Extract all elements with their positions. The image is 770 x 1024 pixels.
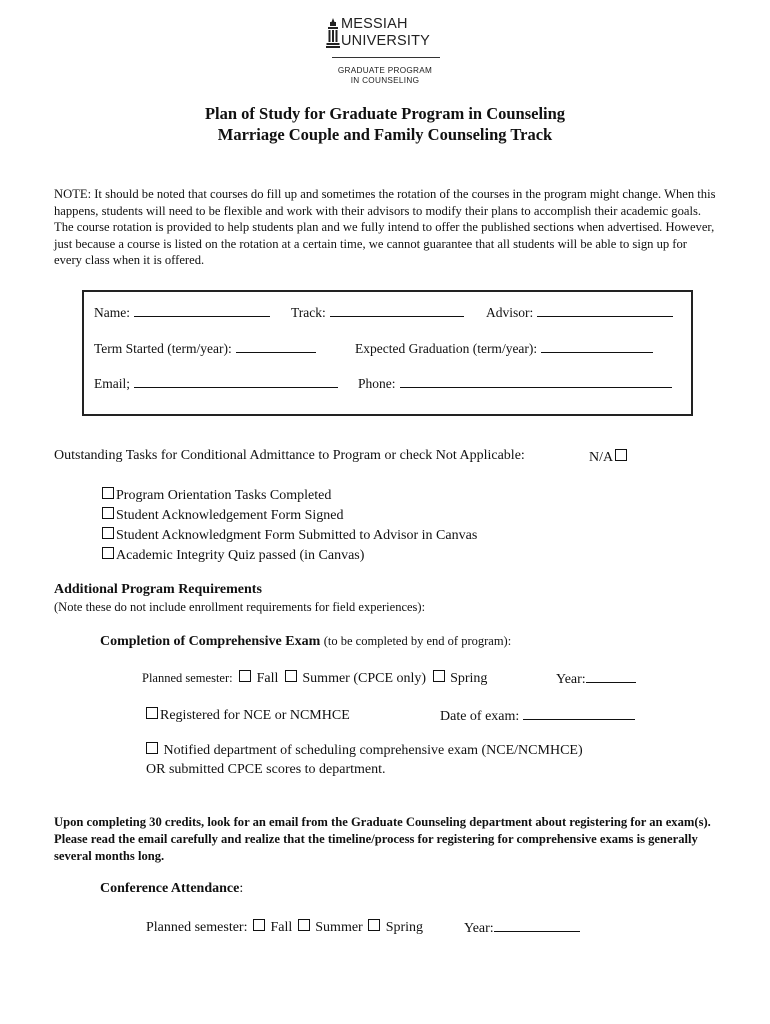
additional-requirements-note: (Note these do not include enrollment requirements for field experiences):	[54, 600, 426, 614]
track-blank[interactable]	[330, 304, 464, 317]
task-item-integrity-quiz[interactable]	[102, 547, 364, 563]
task-checkbox[interactable]	[102, 547, 114, 559]
conference-spring-checkbox[interactable]	[368, 919, 380, 931]
task-label: Student Acknowledgment Form Submitted to Advisor in Canvas	[116, 528, 478, 543]
exam-year-field[interactable]	[556, 670, 636, 687]
conference-planned-semester-row	[146, 919, 423, 935]
na-checkbox[interactable]	[615, 449, 627, 461]
advisor-label: Advisor:	[486, 305, 534, 320]
conference-fall-label: Fall	[270, 920, 293, 935]
task-checkbox[interactable]	[102, 527, 114, 539]
task-label: Student Acknowledgement Form Signed	[116, 508, 344, 523]
logo-subtitle-1: GRADUATE PROGRAM	[337, 66, 433, 75]
comprehensive-exam-note: (to be completed by end of program):	[323, 634, 512, 648]
logo-line-university: UNIVERSITY	[341, 33, 431, 49]
registration-info-paragraph	[54, 814, 716, 865]
comprehensive-exam-heading: Completion of Comprehensive Exam	[100, 634, 321, 649]
logo-divider	[332, 57, 440, 58]
expected-graduation-label: Expected Graduation (term/year):	[355, 341, 538, 356]
note-paragraph	[54, 186, 716, 269]
registration-info-text: Upon completing 30 credits, look for an email from the Graduate Counseling department about registering for an exam(s). Please read the email carefully and realize that the timeline/process for registering for comprehensive exams is generally several months long.	[54, 815, 711, 863]
exam-fall-label: Fall	[256, 671, 279, 686]
outstanding-tasks-label: Outstanding Tasks for Conditional Admittance to Program or check Not Applicable:	[54, 448, 525, 463]
phone-label: Phone:	[358, 376, 396, 391]
notified-checkbox[interactable]	[146, 742, 158, 754]
exam-summer-label: Summer (CPCE only)	[302, 671, 427, 686]
track-field[interactable]	[291, 304, 464, 320]
conference-year-field[interactable]	[464, 919, 580, 936]
email-field[interactable]	[94, 375, 338, 391]
tower-crest-icon	[326, 18, 340, 48]
expected-graduation-blank[interactable]	[541, 340, 653, 353]
advisor-field[interactable]	[486, 304, 673, 320]
registered-option[interactable]	[146, 707, 350, 723]
registered-label: Registered for NCE or NCMHCE	[160, 708, 350, 723]
conference-spring-label: Spring	[385, 920, 424, 935]
term-started-label: Term Started (term/year):	[94, 341, 232, 356]
conference-heading-colon: :	[239, 881, 244, 896]
page-title-line-2: Marriage Couple and Family Counseling Track	[217, 125, 553, 144]
exam-summer-checkbox[interactable]	[285, 670, 297, 682]
conference-heading-row	[100, 882, 243, 896]
track-label: Track:	[291, 305, 326, 320]
conference-year-blank[interactable]	[494, 919, 580, 932]
conference-year-label: Year:	[464, 921, 494, 936]
logo-subtitle-2: IN COUNSELING	[350, 76, 420, 85]
comprehensive-exam-heading-row	[100, 635, 511, 649]
task-item-acknowledgment-submitted[interactable]	[102, 527, 477, 543]
notified-label-line-1: Notified department of scheduling comprehensive exam (NCE/NCMHCE)	[163, 743, 583, 758]
task-label: Program Orientation Tasks Completed	[116, 488, 332, 503]
na-label: N/A	[589, 450, 614, 465]
task-item-orientation[interactable]	[102, 487, 331, 503]
task-checkbox[interactable]	[102, 487, 114, 499]
conference-summer-label: Summer	[315, 920, 363, 935]
advisor-blank[interactable]	[537, 304, 673, 317]
task-checkbox[interactable]	[102, 507, 114, 519]
registered-checkbox[interactable]	[146, 707, 158, 719]
phone-field[interactable]	[358, 375, 672, 391]
task-label: Academic Integrity Quiz passed (in Canvas)	[116, 548, 365, 563]
exam-date-field[interactable]	[440, 707, 635, 724]
task-item-acknowledgement-signed[interactable]	[102, 507, 343, 523]
email-label: Email;	[94, 376, 130, 391]
name-label: Name:	[94, 305, 130, 320]
notified-option[interactable]	[146, 742, 583, 758]
phone-blank[interactable]	[400, 375, 672, 388]
additional-requirements-heading: Additional Program Requirements	[54, 582, 262, 597]
exam-spring-checkbox[interactable]	[433, 670, 445, 682]
note-text: NOTE: It should be noted that courses do fill up and sometimes the rotation of the courses in the program might change. When this happens, students will need to be flexible and work with their advisors to modify their plans to accomplish their academic goals. The course rotation is provided to help students plan and we fully intend to offer the published sections when advertised. However, just because a course is listed on the rotation at a certain time, we cannot guarantee that all students will be able to sign up for every class when it is offered.	[54, 187, 716, 267]
conference-fall-checkbox[interactable]	[253, 919, 265, 931]
email-blank[interactable]	[134, 375, 338, 388]
exam-spring-label: Spring	[450, 671, 488, 686]
logo-line-messiah: MESSIAH	[341, 16, 408, 32]
conference-summer-checkbox[interactable]	[298, 919, 310, 931]
exam-date-label: Date of exam:	[440, 709, 520, 724]
exam-year-label: Year:	[556, 672, 586, 687]
expected-graduation-field[interactable]	[355, 340, 653, 356]
exam-year-blank[interactable]	[586, 670, 636, 683]
exam-date-blank[interactable]	[523, 707, 635, 720]
na-option[interactable]	[589, 449, 629, 465]
conference-heading: Conference Attendance	[100, 881, 240, 896]
exam-planned-semester-label: Planned semester:	[142, 671, 233, 685]
university-logo	[326, 16, 444, 88]
conference-planned-semester-label: Planned semester:	[146, 920, 248, 935]
page-title-line-1: Plan of Study for Graduate Program in Counseling	[204, 104, 566, 123]
exam-planned-semester-row	[142, 670, 487, 686]
name-field[interactable]	[94, 304, 270, 320]
term-started-blank[interactable]	[236, 340, 316, 353]
exam-fall-checkbox[interactable]	[239, 670, 251, 682]
term-started-field[interactable]	[94, 340, 316, 356]
notified-label-line-2: OR submitted CPCE scores to department.	[146, 762, 386, 777]
name-blank[interactable]	[134, 304, 270, 317]
